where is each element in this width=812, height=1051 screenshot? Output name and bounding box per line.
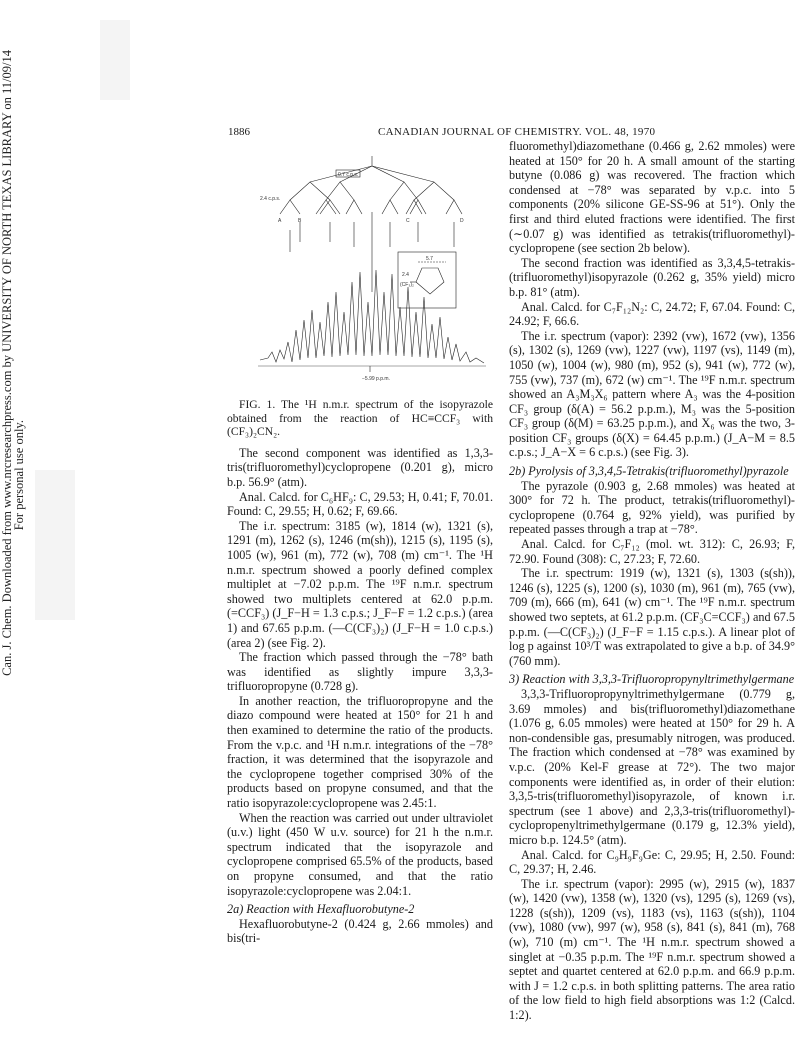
spectrum-label-shift: −5.99 p.p.m. [362,376,390,382]
paragraph: The i.r. spectrum: 3185 (w), 1814 (w), 1321 (s), 1291 (m), 1262 (s), 1246 (m(sh)), 1215 (s), 1195 (s), 1005 (w), 961 (m), 772 (w), 708 (m) cm⁻¹. The ¹H n.m.r. spectrum showed a poorly defined complex multiplet at −7.02 p.p.m. The ¹⁹F n.m.r. spectrum showed two multiplets centered at 62.0 p.p.m. (=CCF₃) (J_F−H = 1.3 c.p.s.; J_F−F = 1.2 c.p.s.) (area 1) and 67.65 p.p.m. (—C(CF₃)₂) (J_F−H = 1.0 c.p.s.) (area 2) (see Fig. 2). [227,518,493,650]
paragraph: When the reaction was carried out under ultraviolet (u.v.) light (450 W u.v. source) for 21 h the n.m.r. spectrum indicated that the isopyrazole and cyclopropene comprised 65.5% of the products, based on propyne consumed, and that the ratio isopyrazole:cyclopropene was 2.04:1. [227,810,493,898]
paragraph: The fraction which passed through the −78° bath was identified as slightly impure 3,3,3-trifluoropropyne (0.728 g). [227,650,493,694]
paragraph: In another reaction, the trifluoropropyne and the diazo compound were heated at 150° for 21 h and then examined to determine the ratio of the products. From the v.p.c. and ¹H n.m.r. integrations of the −78° fraction, it was determined that the isopyrazole and the cyclopropene together comprised 30% of the products based on propyne consumed, and that the ratio isopyrazole:cyclopropene was 2.45:1. [227,693,493,811]
scan-artifact [100,20,130,100]
paragraph: The i.r. spectrum (vapor): 2392 (vw), 1672 (vw), 1356 (s), 1302 (s), 1269 (vw), 1227 (vw), 1197 (vs), 1149 (m), 1050 (w), 1004 (w), 980 (m), 952 (s), 941 (w), 772 (w), 755 (vw), 737 (m), 672 (w) cm⁻¹. The ¹⁹F n.m.r. spectrum showed an A₃M₃X₆ pattern where A₃ was the 4-position CF₃ group (δ(A) = 56.2 p.p.m.), M₃ was the 5-position CF₃ group (δ(M) = 63.25 p.p.m.), and X₆ was the two, 3-position CF₃ groups (δ(X) = 64.45 p.p.m.) (J_A−M = 8.5 c.p.s.; J_A−X = 6 c.p.s.) (see Fig. 3). [509,328,795,460]
inset-formula: (CF₃)₂ [400,282,414,288]
left-text-column [227,398,493,946]
download-watermark [0,50,26,676]
paragraph: Anal. Calcd. for C₆HF₉: C, 29.53; H, 0.41; F, 70.01. Found: C, 29.55; H, 0.62; F, 69.66. [227,489,493,519]
journal-title: CANADIAN JOURNAL OF CHEMISTRY. VOL. 48, 1970 [378,126,656,138]
peak-letter-a: A [278,218,282,224]
inset-label-5.7: 5.7 [426,256,433,262]
spectrum-label-0.7cps: 0.7 c.p.s. [338,172,359,178]
paragraph: The pyrazole (0.903 g, 2.68 mmoles) was heated at 300° for 72 h. The product, tetrakis(trifluoromethyl)-cyclopropene (0.764 g, 92% yield), was purified by repeated passes through a trap at −78°. [509,478,795,537]
watermark-line-2: For personal use only. [12,420,26,531]
paragraph: fluoromethyl)diazomethane (0.466 g, 2.62 mmoles) were heated at 150° for 20 h. A small amount of the starting butyne (0.086 g) was recovered. The fraction which condensed at −78° was separated by v.p.c. into 5 components (20% silicone GE-SS-96 at 51°). Only the first and third eluted fractions were identified. The first (∼0.07 g) was identified as tetrakis(trifluoromethyl)-cyclopropene (see section 2b below). [509,139,795,256]
paragraph: Hexafluorobutyne-2 (0.424 g, 2.66 mmoles) and bis(tri- [227,916,493,946]
paragraph: Anal. Calcd. for C₇F₁₂N₂: C, 24.72; F, 67.04. Found: C, 24.92; F, 66.6. [509,299,795,329]
scan-artifact [35,470,75,620]
paragraph: Anal. Calcd. for C₇F₁₂ (mol. wt. 312): C, 26.93; F, 72.90. Found (308): C, 27.23; F, 72.60. [509,537,795,566]
paragraph: 3,3,3-Trifluoropropynyltrimethylgermane (0.779 g, 3.69 mmoles) and bis(trifluoromethyl)diazomethane (1.076 g, 6.05 mmoles) were heated at 150° for 29 h. A non-condensible gas, presumably nitrogen, was produced. The fraction which condensed at −78° was examined by v.p.c. (20% Kel-F grease at 72°). The two major components were identified as, in order of their elution: 3,3,5-tris(trifluoromethyl)isopyrazole, of known i.r. spectrum (see 1 above) and 2,3,3-tris(trifluoromethyl)-cyclopropenyltrimethylgermane (0.179 g, 12.3% yield), micro b.p. 124.5° (atm). [509,686,795,847]
paragraph: Anal. Calcd. for C₉H₉F₉Ge: C, 29.95; H, 2.50. Found: C, 29.37; H, 2.46. [509,847,795,877]
paragraph: The second component was identified as 1,3,3-tris(trifluoromethyl)cyclopropene (0.201 g), micro b.p. 56.9° (atm). [227,445,493,489]
right-text-column [509,139,795,1023]
paragraph: The second fraction was identified as 3,3,4,5-tetrakis-(trifluoromethyl)isopyrazole (0.262 g, 35% yield) micro b.p. 81° (atm). [509,255,795,299]
peak-letter-d: D [460,218,464,224]
section-heading-2a: 2a) Reaction with Hexafluorobutyne-2 [227,902,415,917]
paragraph: The i.r. spectrum: 1919 (w), 1321 (s), 1303 (s(sh)), 1246 (s), 1225 (s), 1200 (s), 1030 (m), 961 (m), 765 (vw), 709 (m), 666 (m), 641 (w) cm⁻¹. The ¹⁹F n.m.r. spectrum showed two septets, at 61.2 p.p.m. (CF₃C=CCF₃) and 67.5 p.p.m. (—C(CF₃)₂) (J_F−F = 1.15 c.p.s.). A linear plot of log p against 10³/T was extrapolated to give a b.p. of 34.9° (760 mm). [509,566,795,668]
section-heading-3: 3) Reaction with 3,3,3-Trifluoropropynyltrimethylgermane [509,672,795,687]
paragraph: The i.r. spectrum (vapor): 2995 (w), 2915 (w), 1837 (w), 1420 (vw), 1358 (w), 1320 (vs), 1295 (s), 1269 (vs), 1228 (s(sh)), 1209 (vs), 1183 (vs), 1163 (s(sh)), 1104 (vw), 1080 (vw), 997 (w), 958 (s), 841 (s), 841 (m), 768 (w), 710 (m) cm⁻¹. The ¹H n.m.r. spectrum showed a singlet at −0.35 p.p.m. The ¹⁹F n.m.r. spectrum showed a septet and quartet centered at 62.0 p.p.m. and 66.9 p.p.m. with J = 1.2 c.p.s. in both splitting patterns. The area ratio of the low field to high field absorptions was 1:2 (Calcd. 1:2). [509,876,795,1023]
nmr-spectrum-graphic [250,152,494,390]
figure-1-nmr-spectrum [250,152,494,390]
watermark-line-1: Can. J. Chem. Downloaded from www.nrcresearchpress.com by UNIVERSITY OF NORTH TEXAS LIBRARY on 11/09/14 [0,50,14,676]
spectrum-label-2.4cps: 2.4 c.p.s. [260,196,281,202]
figure-1-caption: FIG. 1. The ¹H n.m.r. spectrum of the isopyrazole obtained from the reaction of HC≡CCF₃ with (CF₃)₂CN₂. [227,398,493,439]
section-heading-2b: 2b) Pyrolysis of 3,3,4,5-Tetrakis(trifluoromethyl)pyrazole [509,464,789,479]
page-number: 1886 [228,126,250,138]
inset-label-2.4: 2.4 [402,272,409,278]
peak-letter-b: B [298,218,302,224]
peak-letter-c: C [406,218,410,224]
